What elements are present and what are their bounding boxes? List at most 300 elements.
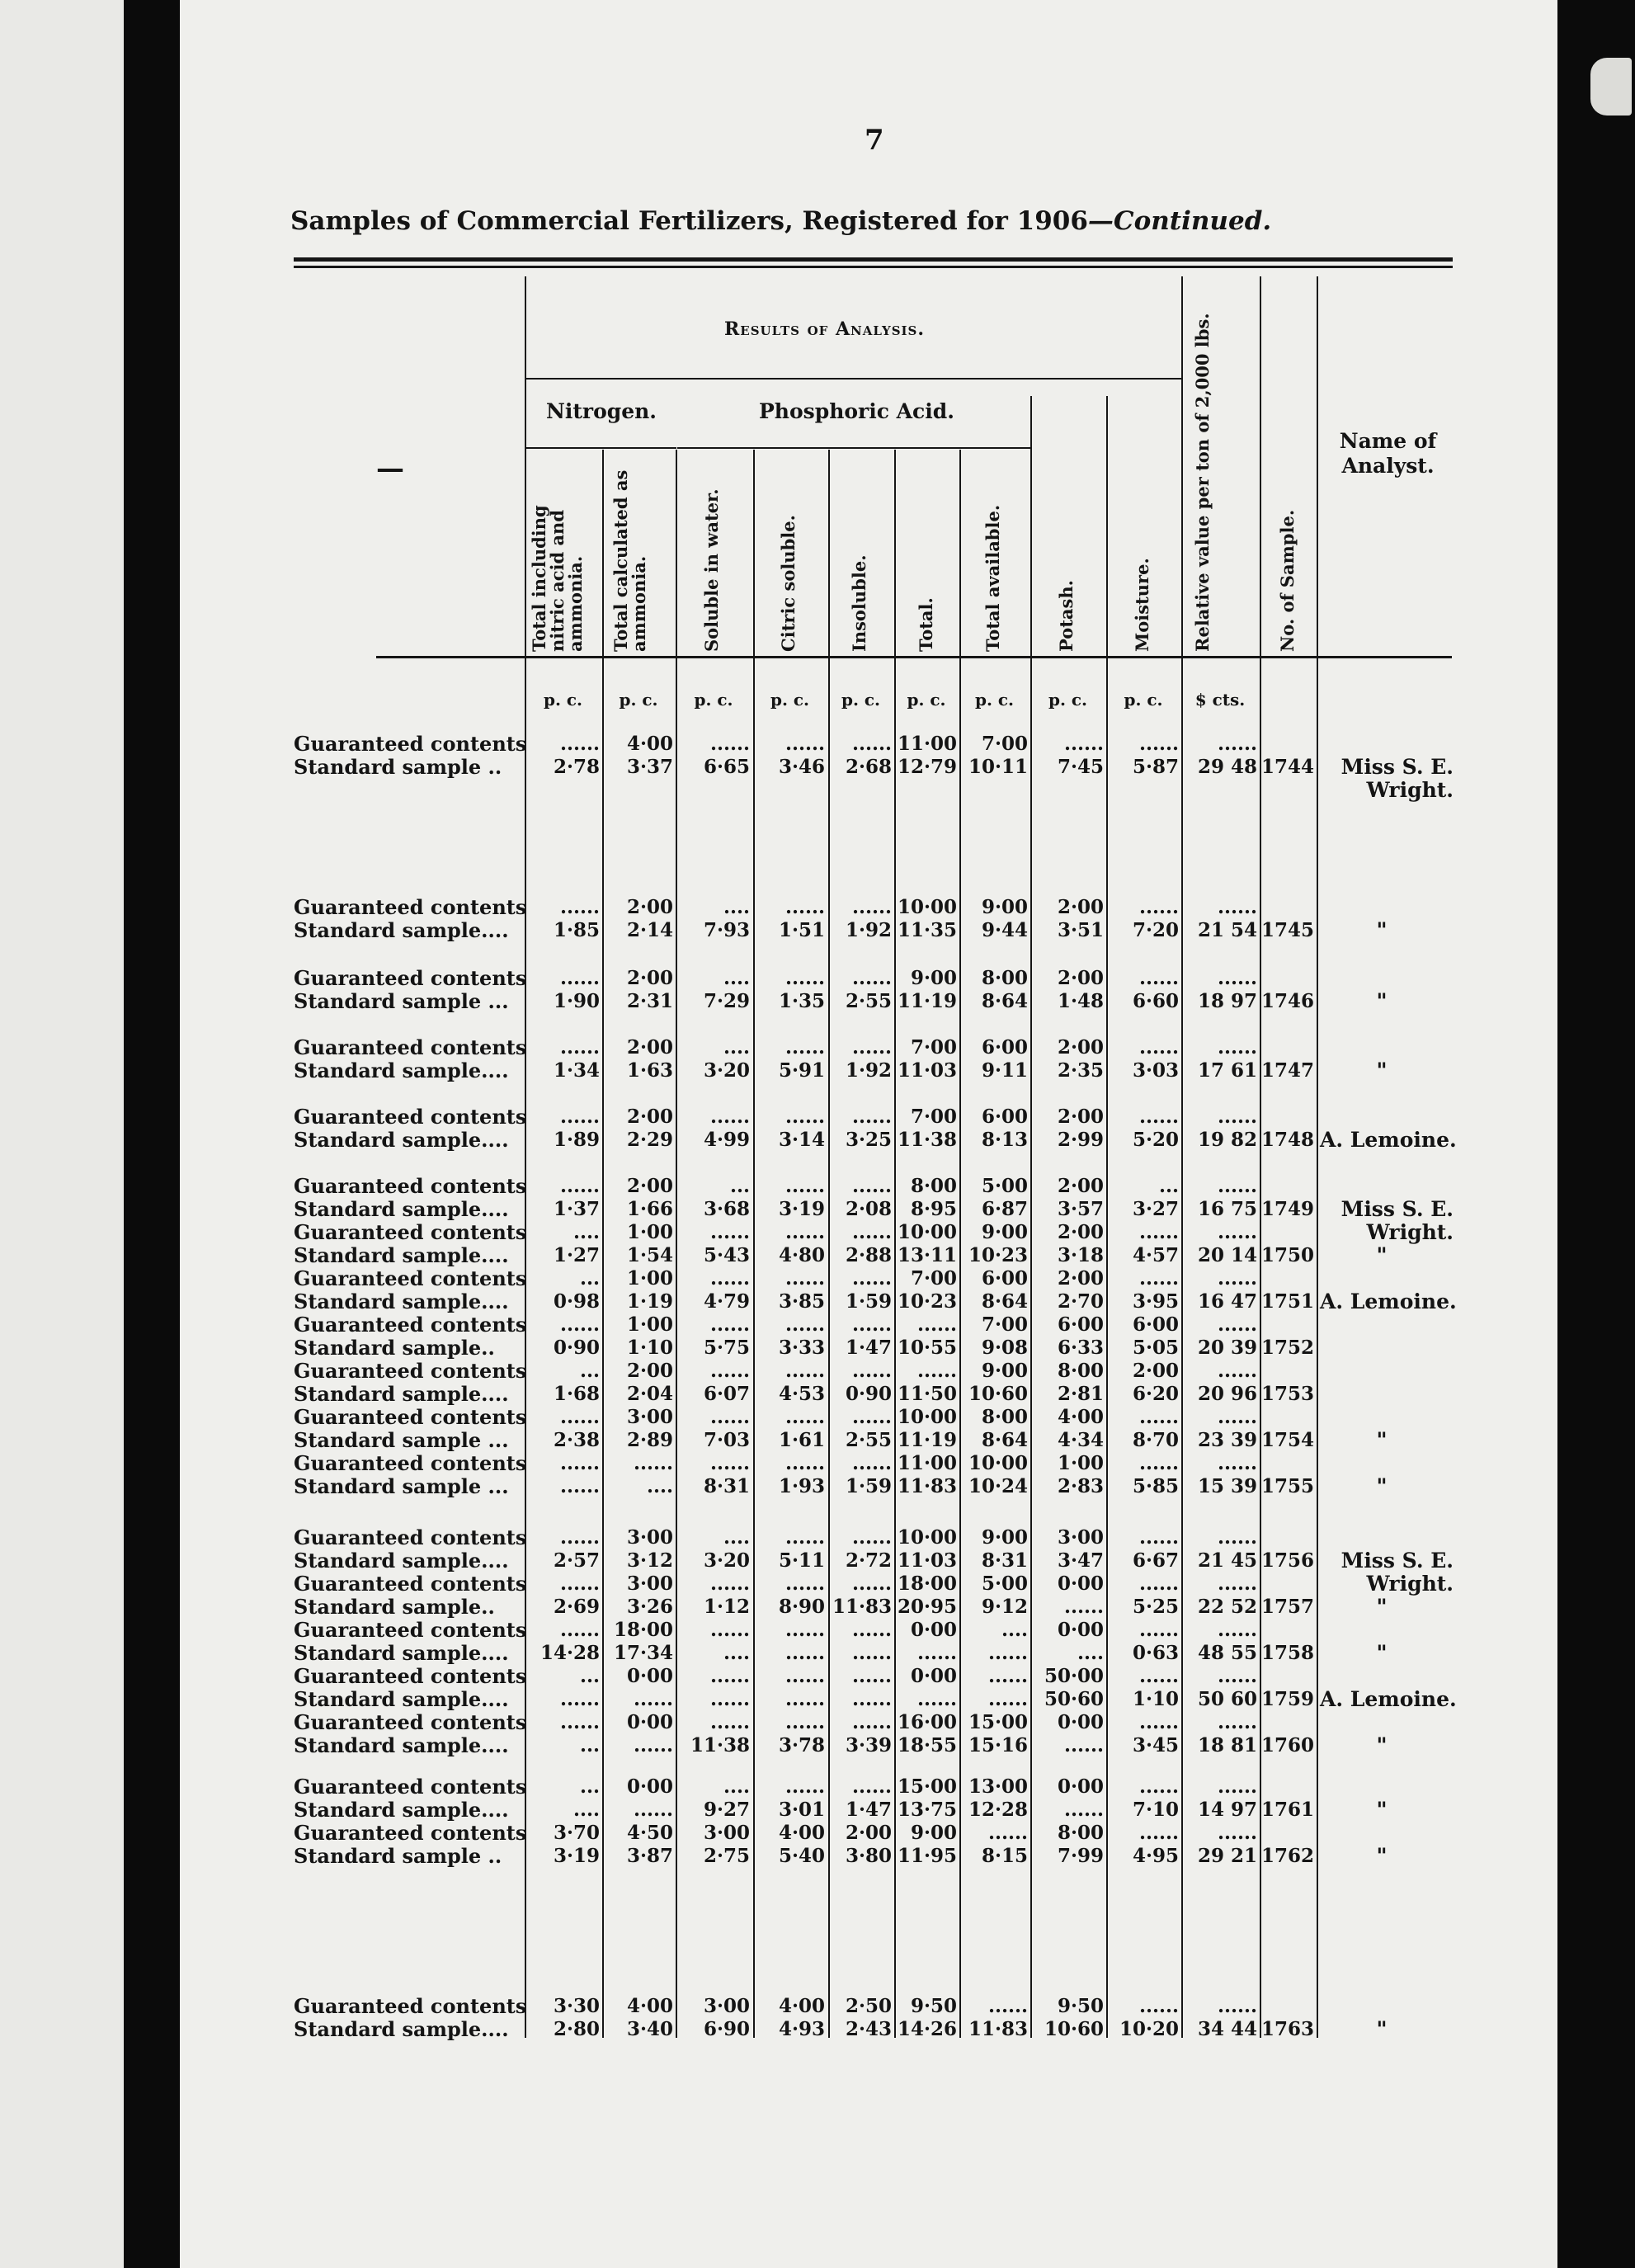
table-cell: 14·28 bbox=[540, 1642, 600, 1664]
analyst-name: Miss S. E. Wright. bbox=[1341, 1197, 1454, 1244]
table-cell: ...... bbox=[633, 1734, 673, 1756]
table-cell: 1760 bbox=[1261, 1734, 1315, 1756]
row-label: Guaranteed contents bbox=[294, 1452, 526, 1475]
table-cell: 1754 bbox=[1261, 1429, 1315, 1451]
table-cell: 17·34 bbox=[613, 1642, 673, 1664]
table-cell: 9·00 bbox=[981, 896, 1028, 918]
table-cell: 9·12 bbox=[981, 1596, 1028, 1618]
row-label: Guaranteed contents bbox=[294, 1267, 526, 1290]
table-cell: ...... bbox=[633, 1452, 673, 1474]
unit-label: p. c. bbox=[907, 690, 946, 710]
table-cell: 4·95 bbox=[1132, 1845, 1179, 1867]
table-cell: 11·38 bbox=[897, 1129, 957, 1151]
table-cell: 3·26 bbox=[626, 1596, 673, 1618]
results-header: Results of Analysis. bbox=[724, 318, 926, 340]
table-cell: .... bbox=[572, 1221, 600, 1243]
table-cell: ...... bbox=[559, 1175, 600, 1197]
analyst-name: " bbox=[1376, 1595, 1388, 1619]
page-title bbox=[290, 206, 1271, 236]
table-cell: 8·00 bbox=[1057, 1360, 1104, 1382]
table-cell: ...... bbox=[559, 1106, 600, 1128]
table-cell: 5·20 bbox=[1132, 1129, 1179, 1151]
table-cell: 8·31 bbox=[703, 1475, 750, 1497]
table-cell: 11·50 bbox=[897, 1383, 957, 1405]
row-label: Standard sample.... bbox=[294, 2018, 509, 2041]
table-cell: .... bbox=[572, 1799, 600, 1821]
table-cell: 6·00 bbox=[981, 1036, 1028, 1059]
row-label: Standard sample.... bbox=[294, 1129, 509, 1152]
table-cell: 48 55 bbox=[1197, 1642, 1257, 1664]
table-cell: 3·00 bbox=[626, 1573, 673, 1595]
table-cell: 3·25 bbox=[845, 1129, 892, 1151]
table-cell: 10·60 bbox=[968, 1383, 1028, 1405]
table-cell: 23 39 bbox=[1197, 1429, 1257, 1451]
col-header-potash: Potash. bbox=[1056, 580, 1077, 652]
table-cell: 1756 bbox=[1261, 1549, 1315, 1572]
table-cell: ...... bbox=[916, 1688, 957, 1710]
table-cell: ...... bbox=[987, 1822, 1028, 1844]
table-cell: 7·45 bbox=[1057, 756, 1104, 778]
table-cell: 29 48 bbox=[1197, 756, 1257, 778]
table-cell: 50 60 bbox=[1197, 1688, 1257, 1710]
col-header-sample-no: No. of Sample. bbox=[1277, 509, 1298, 652]
table-cell: 6·87 bbox=[981, 1198, 1028, 1220]
table-cell: 11·38 bbox=[690, 1734, 750, 1756]
table-cell: 3·80 bbox=[845, 1845, 892, 1867]
table-cell: 1763 bbox=[1261, 2018, 1315, 2040]
analyst-name: Miss S. E. Wright. bbox=[1341, 1549, 1454, 1596]
table-cell: ...... bbox=[916, 1360, 957, 1382]
table-cell: 3·19 bbox=[778, 1198, 825, 1220]
table-cell: ...... bbox=[916, 1642, 957, 1664]
table-cell: 1748 bbox=[1261, 1129, 1315, 1151]
table-cell: ...... bbox=[633, 1799, 673, 1821]
table-cell: ...... bbox=[1138, 1267, 1179, 1290]
table-cell: 2·99 bbox=[1057, 1129, 1104, 1151]
table-cell: ...... bbox=[785, 1619, 825, 1641]
table-cell: ... bbox=[579, 1665, 600, 1687]
table-cell: 1·92 bbox=[845, 919, 892, 941]
table-cell: 20·95 bbox=[897, 1596, 957, 1618]
row-label: Guaranteed contents bbox=[294, 1175, 526, 1198]
table-cell: .... bbox=[723, 967, 750, 989]
analyst-name: " bbox=[1376, 1641, 1388, 1665]
table-cell: 6·00 bbox=[1057, 1313, 1104, 1336]
table-cell: 1761 bbox=[1261, 1799, 1315, 1821]
table-cell: 0·00 bbox=[626, 1775, 673, 1798]
table-cell: 0·90 bbox=[845, 1383, 892, 1405]
table-cell: ...... bbox=[785, 1036, 825, 1059]
table-cell: 5·87 bbox=[1132, 756, 1179, 778]
table-cell: 3·20 bbox=[703, 1059, 750, 1082]
table-cell: 1·48 bbox=[1057, 990, 1104, 1012]
table-cell: 3·51 bbox=[1057, 919, 1104, 941]
table-cell: 2·00 bbox=[626, 896, 673, 918]
row-label: Standard sample.... bbox=[294, 1799, 509, 1822]
page-number: 7 bbox=[865, 124, 884, 157]
table-cell: ...... bbox=[851, 1406, 892, 1428]
table-cell: 0·00 bbox=[1057, 1619, 1104, 1641]
table-cell: 7·29 bbox=[703, 990, 750, 1012]
table-cell: 6·65 bbox=[703, 756, 750, 778]
table-cell: 0·00 bbox=[1057, 1775, 1104, 1798]
title-rule-bottom bbox=[294, 266, 1453, 268]
table-cell: 11·00 bbox=[897, 733, 957, 755]
table-cell: ...... bbox=[851, 1175, 892, 1197]
table-cell: 5·75 bbox=[703, 1337, 750, 1359]
table-cell: 1·61 bbox=[778, 1429, 825, 1451]
table-cell: ...... bbox=[1217, 1406, 1257, 1428]
table-cell: ...... bbox=[1138, 733, 1179, 755]
table-cell: 14·26 bbox=[897, 2018, 957, 2040]
table-cell: 6·60 bbox=[1132, 990, 1179, 1012]
table-cell: ...... bbox=[709, 1452, 750, 1474]
table-cell: 10·23 bbox=[897, 1290, 957, 1313]
row-label: Standard sample.. bbox=[294, 1596, 495, 1619]
table-cell: 5·05 bbox=[1132, 1337, 1179, 1359]
table-cell: 2·00 bbox=[626, 1360, 673, 1382]
table-cell: 9·44 bbox=[981, 919, 1028, 941]
row-label: Standard sample.... bbox=[294, 1383, 509, 1406]
table-cell: 10·00 bbox=[968, 1452, 1028, 1474]
table-cell: 11·83 bbox=[968, 2018, 1028, 2040]
row-label: Guaranteed contents bbox=[294, 1995, 526, 2018]
table-cell: ...... bbox=[851, 1313, 892, 1336]
col-header-relative-value: Relative value per ton of 2,000 lbs. bbox=[1192, 313, 1213, 652]
table-cell: ...... bbox=[1138, 1822, 1179, 1844]
table-cell: 8·00 bbox=[1057, 1822, 1104, 1844]
table-cell: 1752 bbox=[1261, 1337, 1315, 1359]
table-cell: ...... bbox=[851, 1665, 892, 1687]
table-cell: 1·00 bbox=[626, 1267, 673, 1290]
row-label: Guaranteed contents bbox=[294, 1036, 526, 1059]
table-cell: ...... bbox=[785, 967, 825, 989]
table-cell: ...... bbox=[785, 1360, 825, 1382]
table-cell: 10·60 bbox=[1044, 2018, 1104, 2040]
table-cell: ...... bbox=[987, 1688, 1028, 1710]
row-label: Standard sample .. bbox=[294, 756, 502, 779]
table-cell: 1·37 bbox=[553, 1198, 600, 1220]
col-rule-11 bbox=[1317, 276, 1318, 2038]
table-cell: ...... bbox=[709, 1406, 750, 1428]
table-cell: .... bbox=[723, 1775, 750, 1798]
table-cell: 2·04 bbox=[626, 1383, 673, 1405]
table-cell: ...... bbox=[559, 1475, 600, 1497]
table-cell: 6·67 bbox=[1132, 1549, 1179, 1572]
table-cell: 3·03 bbox=[1132, 1059, 1179, 1082]
table-cell: ...... bbox=[559, 1688, 600, 1710]
table-cell: 4·00 bbox=[1057, 1406, 1104, 1428]
table-cell: ...... bbox=[1138, 1221, 1179, 1243]
table-cell: 1749 bbox=[1261, 1198, 1315, 1220]
table-cell: 2·00 bbox=[626, 967, 673, 989]
table-cell: 10·00 bbox=[897, 1221, 957, 1243]
unit-label: $ cts. bbox=[1194, 690, 1246, 710]
table-cell: 50·00 bbox=[1044, 1665, 1104, 1687]
table-cell: 1·85 bbox=[553, 919, 600, 941]
table-cell: ... bbox=[579, 1360, 600, 1382]
col-header-total-p: Total. bbox=[916, 597, 936, 652]
table-cell: 2·35 bbox=[1057, 1059, 1104, 1082]
table-cell: ...... bbox=[851, 967, 892, 989]
table-cell: 3·87 bbox=[626, 1845, 673, 1867]
table-cell: 1·90 bbox=[553, 990, 600, 1012]
table-cell: 2·55 bbox=[845, 990, 892, 1012]
table-cell: ...... bbox=[1138, 967, 1179, 989]
table-cell: 9·00 bbox=[981, 1221, 1028, 1243]
table-cell: 2·72 bbox=[845, 1549, 892, 1572]
table-cell: ...... bbox=[785, 1688, 825, 1710]
row-label: Standard sample.. bbox=[294, 1337, 495, 1360]
table-cell: 8·95 bbox=[910, 1198, 957, 1220]
table-cell: 10·55 bbox=[897, 1337, 957, 1359]
table-cell: 3·47 bbox=[1057, 1549, 1104, 1572]
table-cell: 2·29 bbox=[626, 1129, 673, 1151]
table-cell: 15·00 bbox=[968, 1711, 1028, 1733]
table-cell: 16 47 bbox=[1197, 1290, 1257, 1313]
row-label: Guaranteed contents bbox=[294, 1711, 526, 1734]
table-cell: ...... bbox=[559, 1452, 600, 1474]
table-cell: 2·80 bbox=[553, 2018, 600, 2040]
table-cell: 8·13 bbox=[981, 1129, 1028, 1151]
table-cell: ...... bbox=[1217, 1036, 1257, 1059]
table-cell: ...... bbox=[1217, 1573, 1257, 1595]
row-label: Standard sample ... bbox=[294, 1475, 509, 1498]
table-cell: ...... bbox=[633, 1688, 673, 1710]
row-label: Standard sample.... bbox=[294, 1688, 509, 1711]
table-cell: 1·54 bbox=[626, 1244, 673, 1266]
table-cell: ...... bbox=[559, 1313, 600, 1336]
table-cell: .... bbox=[723, 1642, 750, 1664]
table-cell: 1·89 bbox=[553, 1129, 600, 1151]
table-cell: 3·12 bbox=[626, 1549, 673, 1572]
table-cell: ...... bbox=[1217, 896, 1257, 918]
analyst-header bbox=[1324, 429, 1452, 479]
table-cell: ...... bbox=[987, 1642, 1028, 1664]
table-cell: ...... bbox=[851, 1526, 892, 1549]
analyst-name: " bbox=[1376, 1428, 1388, 1452]
table-cell: 10·00 bbox=[897, 1406, 957, 1428]
col-rule-10 bbox=[1260, 276, 1261, 2038]
table-cell: ...... bbox=[851, 1775, 892, 1798]
table-cell: ...... bbox=[851, 1642, 892, 1664]
table-cell: 15 39 bbox=[1197, 1475, 1257, 1497]
analyst-name: " bbox=[1376, 1733, 1388, 1757]
table-cell: 0·63 bbox=[1132, 1642, 1179, 1664]
table-cell: 18·55 bbox=[897, 1734, 957, 1756]
table-cell: ...... bbox=[559, 896, 600, 918]
table-cell: ...... bbox=[1217, 1995, 1257, 2017]
row-label: Guaranteed contents bbox=[294, 1106, 526, 1129]
table-cell: 4·79 bbox=[703, 1290, 750, 1313]
row-label: Standard sample ... bbox=[294, 1429, 509, 1452]
table-cell: 3·30 bbox=[553, 1995, 600, 2017]
table-cell: ...... bbox=[1217, 1822, 1257, 1844]
table-cell: 3·01 bbox=[778, 1799, 825, 1821]
table-cell: 1·93 bbox=[778, 1475, 825, 1497]
analyst-name: " bbox=[1376, 918, 1388, 942]
table-cell: 15·00 bbox=[897, 1775, 957, 1798]
table-cell: ...... bbox=[1138, 1711, 1179, 1733]
table-cell: 1750 bbox=[1261, 1244, 1315, 1266]
table-cell: ...... bbox=[785, 1221, 825, 1243]
col-rule-9 bbox=[1181, 276, 1183, 2038]
col-header-soluble-water: Soluble in water. bbox=[701, 488, 722, 652]
table-cell: 8·00 bbox=[981, 967, 1028, 989]
table-cell: ...... bbox=[1217, 1313, 1257, 1336]
table-cell: 11·19 bbox=[897, 1429, 957, 1451]
row-label: Guaranteed contents bbox=[294, 1775, 526, 1799]
table-cell: ...... bbox=[851, 1106, 892, 1128]
table-cell: 11·35 bbox=[897, 919, 957, 941]
row-label: Guaranteed contents bbox=[294, 1406, 526, 1429]
table-cell: .... bbox=[1077, 1642, 1104, 1664]
table-cell: 4·00 bbox=[778, 1995, 825, 2017]
table-cell: 20 39 bbox=[1197, 1337, 1257, 1359]
table-cell: 3·33 bbox=[778, 1337, 825, 1359]
table-cell: ...... bbox=[1217, 1360, 1257, 1382]
table-cell: 3·78 bbox=[778, 1734, 825, 1756]
nitrogen-rule bbox=[526, 447, 676, 449]
table-cell: 4·53 bbox=[778, 1383, 825, 1405]
table-cell: 2·78 bbox=[553, 756, 600, 778]
unit-label: p. c. bbox=[841, 690, 881, 710]
analyst-name: " bbox=[1376, 1798, 1388, 1822]
table-cell: 8·90 bbox=[778, 1596, 825, 1618]
table-cell: 8·00 bbox=[981, 1406, 1028, 1428]
table-cell: 9·50 bbox=[910, 1995, 957, 2017]
table-cell: 2·68 bbox=[845, 756, 892, 778]
table-cell: 2·55 bbox=[845, 1429, 892, 1451]
table-cell: 7·20 bbox=[1132, 919, 1179, 941]
table-cell: 8·64 bbox=[981, 990, 1028, 1012]
table-cell: ...... bbox=[785, 1267, 825, 1290]
table-cell: ...... bbox=[1063, 1734, 1104, 1756]
analyst-name: " bbox=[1376, 1059, 1388, 1082]
table-cell: 7·99 bbox=[1057, 1845, 1104, 1867]
table-cell: 9·00 bbox=[910, 1822, 957, 1844]
table-cell: ...... bbox=[1138, 1995, 1179, 2017]
table-cell: 1·47 bbox=[845, 1799, 892, 1821]
table-cell: 7·93 bbox=[703, 919, 750, 941]
table-cell: 2·08 bbox=[845, 1198, 892, 1220]
table-cell: 2·89 bbox=[626, 1429, 673, 1451]
table-cell: 8·15 bbox=[981, 1845, 1028, 1867]
col-header-citric: Citric soluble. bbox=[778, 515, 799, 652]
table-cell: 1751 bbox=[1261, 1290, 1315, 1313]
table-cell: ...... bbox=[851, 1360, 892, 1382]
analyst-name: A. Lemoine. bbox=[1320, 1290, 1457, 1313]
row-label: Standard sample.... bbox=[294, 1734, 509, 1757]
table-cell: 0·98 bbox=[553, 1290, 600, 1313]
table-cell: 1744 bbox=[1261, 756, 1315, 778]
table-cell: ...... bbox=[1217, 1775, 1257, 1798]
table-cell: ...... bbox=[559, 1573, 600, 1595]
table-cell: ...... bbox=[785, 1452, 825, 1474]
table-cell: ...... bbox=[559, 1526, 600, 1549]
analyst-header-text: Name of Analyst. bbox=[1339, 429, 1437, 478]
table-cell: 1·59 bbox=[845, 1475, 892, 1497]
table-cell: ...... bbox=[1138, 1526, 1179, 1549]
table-cell: ...... bbox=[559, 1036, 600, 1059]
analyst-name: Miss S. E. Wright. bbox=[1341, 755, 1454, 802]
table-cell: 11·83 bbox=[832, 1596, 892, 1618]
table-cell: 7·00 bbox=[910, 1106, 957, 1128]
table-cell: 10·24 bbox=[968, 1475, 1028, 1497]
table-cell: 2·43 bbox=[845, 2018, 892, 2040]
table-cell: ...... bbox=[1217, 1711, 1257, 1733]
table-cell: ...... bbox=[851, 896, 892, 918]
table-cell: ...... bbox=[851, 1221, 892, 1243]
table-cell: ...... bbox=[1217, 1526, 1257, 1549]
table-cell: 2·00 bbox=[1057, 967, 1104, 989]
table-cell: 3·95 bbox=[1132, 1290, 1179, 1313]
table-cell: 21 54 bbox=[1197, 919, 1257, 941]
table-cell: 13·00 bbox=[968, 1775, 1028, 1798]
table-cell: 1·19 bbox=[626, 1290, 673, 1313]
table-cell: ...... bbox=[1217, 1175, 1257, 1197]
table-cell: 3·20 bbox=[703, 1549, 750, 1572]
table-cell: 4·50 bbox=[626, 1822, 673, 1844]
table-cell: ...... bbox=[1138, 1573, 1179, 1595]
table-cell: ...... bbox=[1217, 1106, 1257, 1128]
table-cell: 7·00 bbox=[981, 733, 1028, 755]
previous-page-edge bbox=[0, 0, 124, 2268]
table-cell: 11·83 bbox=[897, 1475, 957, 1497]
analyst-name: A. Lemoine. bbox=[1320, 1687, 1457, 1711]
row-label: Standard sample ... bbox=[294, 990, 509, 1013]
table-cell: ...... bbox=[1138, 1406, 1179, 1428]
table-cell: ...... bbox=[851, 1573, 892, 1595]
table-cell: ...... bbox=[1217, 1267, 1257, 1290]
row-label: Guaranteed contents bbox=[294, 1619, 526, 1642]
table-cell: 2·83 bbox=[1057, 1475, 1104, 1497]
table-cell: 1·92 bbox=[845, 1059, 892, 1082]
stub-header: — bbox=[376, 452, 404, 485]
table-cell: ...... bbox=[785, 1711, 825, 1733]
table-cell: 3·39 bbox=[845, 1734, 892, 1756]
table-cell: 1747 bbox=[1261, 1059, 1315, 1082]
table-cell: 7·10 bbox=[1132, 1799, 1179, 1821]
table-cell: ...... bbox=[785, 1106, 825, 1128]
table-cell: 2·00 bbox=[1132, 1360, 1179, 1382]
table-cell: 0·00 bbox=[1057, 1573, 1104, 1595]
table-cell: 19 82 bbox=[1197, 1129, 1257, 1151]
table-cell: 11·03 bbox=[897, 1549, 957, 1572]
table-cell: ...... bbox=[1138, 1036, 1179, 1059]
table-cell: 11·00 bbox=[897, 1452, 957, 1474]
table-cell: ...... bbox=[785, 1642, 825, 1664]
table-cell: 1·34 bbox=[553, 1059, 600, 1082]
binding-edge bbox=[1590, 58, 1632, 116]
col-header-moisture: Moisture. bbox=[1132, 558, 1152, 652]
row-label: Standard sample.... bbox=[294, 1642, 509, 1665]
table-cell: 1·47 bbox=[845, 1337, 892, 1359]
table-cell: ...... bbox=[559, 967, 600, 989]
table-cell: 9·00 bbox=[981, 1526, 1028, 1549]
table-cell: 9·50 bbox=[1057, 1995, 1104, 2017]
table-cell: 18·00 bbox=[613, 1619, 673, 1641]
table-cell: ...... bbox=[709, 1665, 750, 1687]
table-cell: 2·88 bbox=[845, 1244, 892, 1266]
table-cell: 21 45 bbox=[1197, 1549, 1257, 1572]
table-cell: ...... bbox=[709, 1360, 750, 1382]
table-cell: ...... bbox=[851, 1711, 892, 1733]
table-cell: 8·64 bbox=[981, 1429, 1028, 1451]
table-cell: ...... bbox=[785, 1406, 825, 1428]
table-cell: 6·90 bbox=[703, 2018, 750, 2040]
table-cell: 6·00 bbox=[981, 1267, 1028, 1290]
